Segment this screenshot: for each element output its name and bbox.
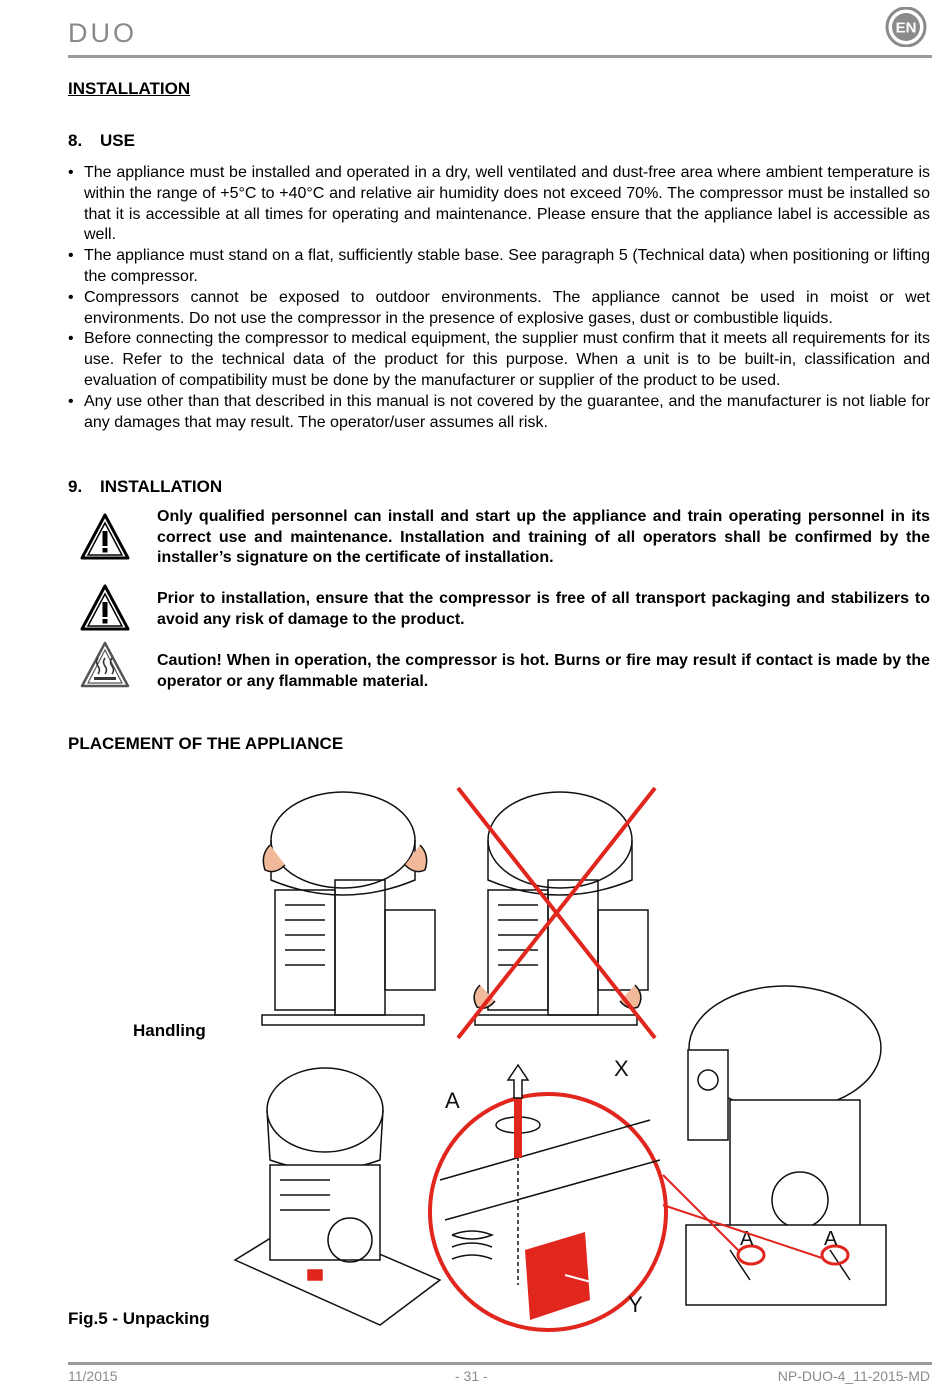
heading-installation-number: 9. <box>68 477 83 496</box>
callout-y-label: Y <box>628 1292 643 1317</box>
heading-use-title: USE <box>100 131 135 150</box>
use-bullet-2: • The appliance must stand on a flat, sufficiently stable base. See paragraph 5 (Technical data) when positioning or lifting the compressor. <box>68 247 930 285</box>
callout-a-label: A <box>445 1088 460 1113</box>
unpacking-unit-figure <box>686 986 886 1305</box>
footer-page-number: - 31 - <box>455 1368 488 1384</box>
footer-date: 11/2015 <box>68 1368 118 1384</box>
warning-text-3: Caution! When in operation, the compressor is hot. Burns or fire may result if contact is made by the operator or any flammable material. <box>157 652 930 690</box>
callout-a-label: A <box>824 1228 838 1250</box>
handling-correct-figure <box>262 792 435 1025</box>
use-bullet-4: • Before connecting the compressor to medical equipment, the supplier must confirm that it meets all requirements for its use. Refer to the technical data of the product for this purpose. When a unit is to be built-in, classification and evaluation of compatibility must be done by the manufacturer or supplier of the product to be used. <box>68 330 930 389</box>
heading-installation-title: INSTALLATION <box>100 477 223 496</box>
warning-triangle-icon <box>79 512 131 567</box>
placement-title: PLACEMENT OF THE APPLIANCE <box>68 734 344 753</box>
use-bullet-5: • Any use other than that described in this manual is not covered by the guarantee, and the manufacturer is not liable for any damages that may result. The operator/user assumes all risk. <box>68 392 930 431</box>
use-bullet-3: • Compressors cannot be exposed to outdoor environments. The appliance cannot be used in moist or wet environments. Do not use the compressor in the presence of explosive gases, dust or combustible liquids. <box>68 288 930 327</box>
hot-surface-icon <box>79 640 131 695</box>
unpacking-pallet-figure <box>235 1068 440 1325</box>
use-bullet-list <box>68 163 930 433</box>
footer-rule <box>68 1362 932 1365</box>
callout-x-label: X <box>614 1056 629 1081</box>
figure-caption: Fig.5 - Unpacking <box>68 1309 210 1328</box>
heading-installation <box>68 477 222 497</box>
callout-a-label: A <box>740 1228 754 1250</box>
handling-label: Handling <box>133 1021 206 1040</box>
header-rule <box>68 55 932 58</box>
brand-title: DUO <box>68 18 137 48</box>
use-bullet-1: • The appliance must be installed and operated in a dry, well ventilated and dust-free area where ambient temperature is within the range of +5°C to +40°C and relative air humidity does not exceed 70%. The compressor must be installed so that it is accessible at all times for operating and maintenance. Please ensure that the appliance label is accessible as well. <box>68 164 930 244</box>
warning-text-2: Prior to installation, ensure that the compressor is free of all transport packaging and stabilizers to avoid any risk of damage to the product. <box>157 590 930 628</box>
warning-text-1: Only qualified personnel can install and start up the appliance and train operating personnel in its correct use and maintenance. Installation and training of all operators shall be confirmed by the installer’s signature on the certificate of installation. <box>157 508 930 567</box>
footer-doc-code: NP-DUO-4_11-2015-MD <box>777 1368 930 1384</box>
heading-use <box>68 131 135 151</box>
language-badge <box>883 7 929 47</box>
unpacking-detail-magnifier <box>430 1065 666 1330</box>
placement-illustration <box>230 780 930 1340</box>
language-badge-label: EN <box>895 19 917 37</box>
section-title: INSTALLATION <box>68 79 191 98</box>
warning-triangle-icon <box>79 583 131 638</box>
heading-use-number: 8. <box>68 131 83 150</box>
